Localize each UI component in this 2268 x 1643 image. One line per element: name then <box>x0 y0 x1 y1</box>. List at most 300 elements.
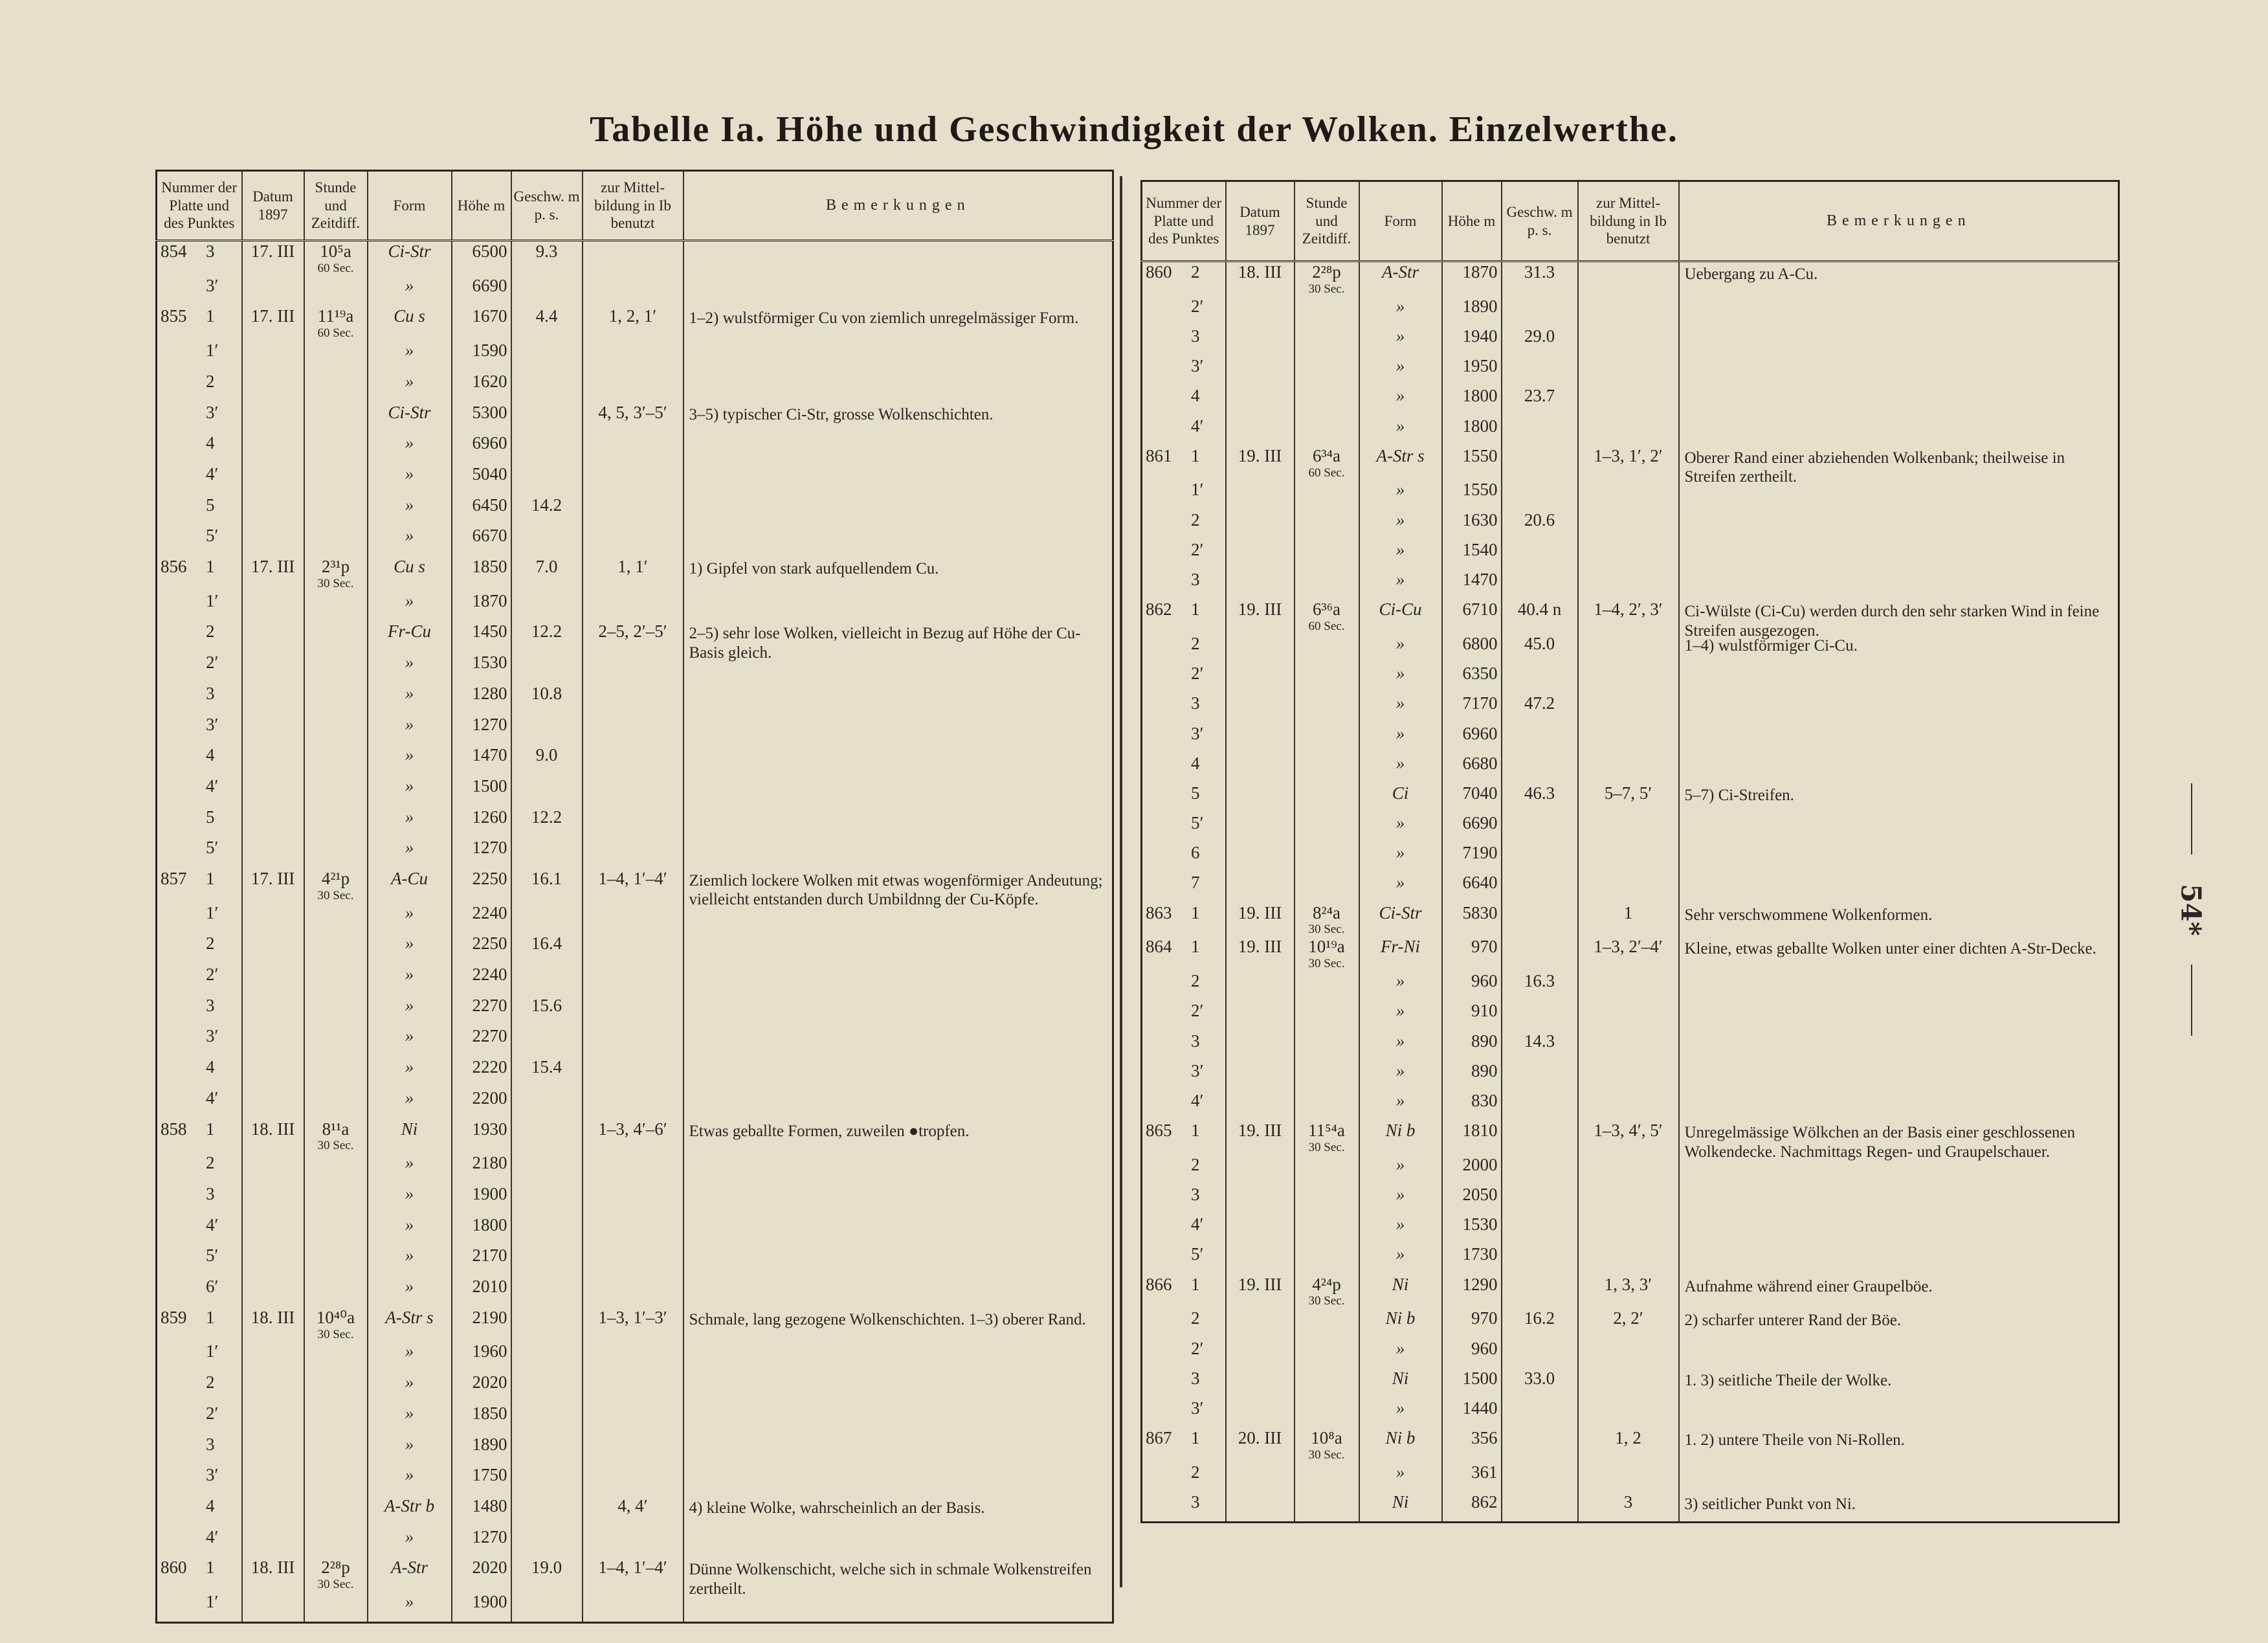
time-cell <box>1295 356 1359 386</box>
form-cell <box>1359 446 1442 480</box>
time-cell <box>304 1026 368 1057</box>
form-cell <box>368 933 452 965</box>
speed-cell <box>511 1341 583 1372</box>
point-number-cell <box>1142 1398 1226 1428</box>
speed-cell <box>511 1215 583 1246</box>
form-cell <box>1359 386 1442 416</box>
table-row <box>157 1215 1113 1246</box>
point-number-cell <box>1142 480 1226 509</box>
cloud-form: » <box>405 495 414 515</box>
mean-usage-cell <box>1578 813 1679 843</box>
height-value: 7190 <box>1462 843 1498 863</box>
height-value: 2250 <box>472 933 507 954</box>
header-form: Form <box>1359 181 1442 262</box>
point-number-cell <box>157 684 242 715</box>
time-cell <box>304 1246 368 1277</box>
time-cell <box>1295 296 1359 326</box>
height-value: 890 <box>1471 1031 1498 1051</box>
table-row <box>1142 971 2119 1001</box>
mean-usage-cell <box>583 1246 684 1277</box>
height-cell <box>452 557 511 591</box>
height-cell <box>452 306 511 341</box>
table-row <box>1142 1492 2119 1522</box>
remarks-cell <box>1679 1061 2119 1091</box>
point-number-cell <box>1142 1121 1226 1155</box>
remark-text: 1. 3) seitliche Theile der Wolke. <box>1684 1371 1892 1389</box>
date-cell <box>1226 446 1295 480</box>
point-label: 5′ <box>1191 813 1204 833</box>
height-cell <box>452 1153 511 1184</box>
time-cell <box>304 276 368 307</box>
height-value: 6960 <box>472 433 507 453</box>
date-cell <box>1226 937 1295 971</box>
speed-value: 47.2 <box>1524 693 1555 713</box>
speed-cell <box>1502 783 1578 813</box>
height-value: 1290 <box>1462 1274 1498 1294</box>
form-cell <box>368 1088 452 1119</box>
remark-text: Ci-Wülste (Ci-Cu) werden durch den sehr starken Wind in feine Streifen ausgezogen. <box>1684 603 2100 640</box>
point-label: 2 <box>206 621 215 642</box>
cloud-form: Ni <box>1392 1492 1409 1512</box>
height-cell <box>1442 1031 1502 1061</box>
table-row <box>1142 754 2119 783</box>
point-label: 3′ <box>206 275 219 295</box>
height-cell <box>452 807 511 838</box>
remarks-cell <box>1679 446 2119 486</box>
point-number-cell <box>1142 664 1226 693</box>
height-value: 2050 <box>1462 1185 1498 1204</box>
speed-cell <box>511 241 583 276</box>
date-cell <box>1226 570 1295 599</box>
point-label: 4′ <box>206 1088 219 1108</box>
height-cell <box>1442 1462 1502 1492</box>
point-label: 2 <box>206 1372 215 1392</box>
header-bemerkungen: Bemerkungen <box>1679 181 2119 262</box>
time-diff: 60 Sec. <box>1308 620 1345 634</box>
time-value: 2²⁸p <box>1312 262 1341 282</box>
remark-text: 1–4) wulstförmiger Ci-Cu. <box>1684 636 1858 654</box>
height-value: 5040 <box>472 464 507 484</box>
plate-number: 859 <box>161 1307 187 1327</box>
remark-text: Kleine, etwas geballte Wolken unter einer dichten A-Str-Decke. <box>1684 940 2096 958</box>
point-number-cell <box>157 1088 242 1119</box>
table-row <box>157 495 1113 526</box>
table-row <box>157 1026 1113 1057</box>
cloud-form: » <box>405 1026 414 1046</box>
point-number-cell <box>1142 386 1226 416</box>
height-value: 890 <box>1471 1060 1498 1080</box>
remarks-cell <box>1679 1339 2119 1369</box>
date-cell <box>242 276 304 307</box>
height-value: 2270 <box>472 1026 507 1046</box>
mean-usage-cell <box>1578 971 1679 1001</box>
form-cell <box>368 306 452 341</box>
plate-number: 867 <box>1146 1428 1172 1448</box>
point-number-cell <box>1142 1462 1226 1492</box>
height-cell <box>452 1527 511 1558</box>
time-cell <box>1295 783 1359 813</box>
mean-usage-cell <box>583 557 684 591</box>
cloud-form: » <box>1395 1090 1405 1110</box>
date-cell <box>1226 873 1295 902</box>
date-cell <box>1226 1339 1295 1369</box>
date-cell <box>242 403 304 434</box>
time-cell <box>1295 1308 1359 1338</box>
cloud-form: » <box>1395 296 1405 316</box>
height-value: 1900 <box>472 1183 507 1203</box>
form-cell <box>1359 1185 1442 1214</box>
remarks-cell <box>684 965 1113 996</box>
height-cell <box>452 403 511 434</box>
time-cell <box>1295 540 1359 570</box>
height-value: 1940 <box>1462 326 1498 346</box>
date-value: 18. III <box>1238 262 1282 282</box>
mean-usage-cell <box>1578 1492 1679 1522</box>
point-number-cell <box>157 1558 242 1592</box>
time-cell <box>304 464 368 495</box>
height-value: 2240 <box>472 902 507 922</box>
speed-cell <box>511 869 583 903</box>
remarks-cell <box>684 341 1113 372</box>
mean-usage-cell <box>583 807 684 838</box>
mean-usage-cell <box>583 1527 684 1558</box>
speed-cell <box>511 1403 583 1435</box>
date-cell <box>242 1277 304 1308</box>
header-hoehe: Höhe m <box>1442 181 1502 262</box>
height-value: 2000 <box>1462 1154 1498 1174</box>
plate-number: 865 <box>1146 1121 1172 1141</box>
mean-usage-cell <box>1578 873 1679 902</box>
remarks-cell <box>1679 1001 2119 1031</box>
point-number-cell <box>157 306 242 341</box>
date-cell <box>1226 1061 1295 1091</box>
point-label: 4 <box>1191 386 1200 406</box>
form-cell <box>1359 724 1442 754</box>
speed-cell <box>511 495 583 526</box>
time-value: 8¹¹a <box>322 1119 350 1139</box>
cloud-form: » <box>405 653 414 673</box>
time-diff: 30 Sec. <box>1308 1294 1345 1308</box>
table-row <box>157 1184 1113 1215</box>
cloud-form: A-Str <box>1382 262 1419 282</box>
date-value: 19. III <box>1238 599 1282 620</box>
time-cell <box>1295 1244 1359 1274</box>
height-value: 1530 <box>1462 1214 1498 1235</box>
speed-cell <box>1502 1214 1578 1244</box>
remarks-cell <box>1679 724 2119 754</box>
height-value: 6680 <box>1462 753 1498 773</box>
form-cell <box>368 1277 452 1308</box>
speed-cell <box>1502 326 1578 356</box>
height-value: 2170 <box>472 1246 507 1266</box>
height-cell <box>452 776 511 807</box>
point-label: 3′ <box>206 402 219 422</box>
speed-value: 12.2 <box>531 807 562 827</box>
table-row <box>1142 1369 2119 1398</box>
date-cell <box>242 1435 304 1466</box>
date-cell <box>1226 664 1295 693</box>
height-value: 2240 <box>472 965 507 985</box>
form-cell <box>1359 1091 1442 1121</box>
remarks-cell <box>1679 262 2119 296</box>
mean-usage-cell <box>1578 1001 1679 1031</box>
remarks-cell <box>684 1215 1113 1246</box>
point-label: 4′ <box>206 1214 219 1235</box>
height-cell <box>1442 480 1502 509</box>
remarks-cell <box>684 1465 1113 1496</box>
height-cell <box>452 1026 511 1057</box>
height-cell <box>1442 783 1502 813</box>
speed-value: 16.2 <box>1524 1308 1555 1328</box>
mean-usage-cell <box>1578 1031 1679 1061</box>
mean-usage-cell <box>1578 1462 1679 1492</box>
cloud-form: » <box>405 526 414 546</box>
height-value: 2180 <box>472 1153 507 1173</box>
date-cell <box>242 1558 304 1592</box>
point-label: 2 <box>1191 1154 1200 1174</box>
cloud-form: » <box>405 1403 414 1423</box>
point-label: 3′ <box>1191 1060 1204 1080</box>
remarks-cell <box>684 715 1113 746</box>
cloud-form: Ni b <box>1385 1308 1416 1328</box>
height-value: 1470 <box>1462 570 1498 589</box>
point-label: 5 <box>206 495 215 515</box>
date-cell <box>1226 1001 1295 1031</box>
time-diff: 30 Sec. <box>1308 957 1345 971</box>
height-cell <box>1442 1061 1502 1091</box>
form-cell <box>368 996 452 1027</box>
mean-usage-cell <box>583 464 684 495</box>
time-value: 10¹⁹a <box>1308 937 1345 957</box>
cloud-form: » <box>405 995 414 1015</box>
speed-cell <box>1502 510 1578 540</box>
table-row <box>157 276 1113 307</box>
mean-usage-cell <box>583 1153 684 1184</box>
date-value: 18. III <box>250 1119 295 1139</box>
cloud-form: » <box>1395 664 1405 684</box>
speed-cell <box>511 557 583 591</box>
mean-usage-cell <box>1578 446 1679 480</box>
header-datum: Datum 1897 <box>242 171 304 241</box>
date-cell <box>1226 1121 1295 1155</box>
date-cell <box>242 1592 304 1623</box>
remarks-cell <box>1679 386 2119 416</box>
time-value: 11⁵⁴a <box>1308 1121 1345 1141</box>
date-cell <box>1226 262 1295 296</box>
height-cell <box>1442 599 1502 634</box>
mean-usage-cell <box>583 276 684 307</box>
speed-cell <box>511 745 583 776</box>
cloud-form: » <box>1395 1244 1405 1264</box>
point-number-cell <box>1142 296 1226 326</box>
table-row <box>1142 1121 2119 1155</box>
date-cell <box>242 1057 304 1088</box>
date-value: 19. III <box>1238 1121 1282 1141</box>
mean-usage-cell <box>1578 540 1679 570</box>
time-cell <box>1295 262 1359 296</box>
table-row <box>1142 903 2119 937</box>
height-value: 2270 <box>472 995 507 1015</box>
speed-value: 4.4 <box>535 306 558 326</box>
time-value: 6³⁶a <box>1313 599 1340 620</box>
point-number-cell <box>1142 262 1226 296</box>
height-cell <box>452 372 511 403</box>
speed-cell <box>1502 296 1578 326</box>
cloud-form: Ci-Str <box>388 402 431 422</box>
mean-usage-cell <box>1578 1308 1679 1338</box>
speed-cell <box>511 433 583 464</box>
speed-cell <box>511 776 583 807</box>
remarks-cell <box>684 1496 1113 1527</box>
remarks-cell <box>684 1435 1113 1466</box>
speed-cell <box>511 965 583 996</box>
mean-usage-cell <box>583 965 684 996</box>
speed-cell <box>1502 1155 1578 1185</box>
cloud-form: » <box>1395 971 1405 991</box>
form-cell <box>1359 843 1442 873</box>
form-cell <box>368 1527 452 1558</box>
remarks-cell <box>1679 1214 2119 1244</box>
mean-usage: 2–5, 2′–5′ <box>598 621 667 642</box>
point-number-cell <box>1142 971 1226 1001</box>
date-cell <box>1226 1031 1295 1061</box>
plate-number: 863 <box>1146 902 1172 922</box>
mean-usage: 3 <box>1623 1492 1633 1512</box>
height-cell <box>452 1308 511 1342</box>
form-cell <box>1359 693 1442 723</box>
time-cell <box>304 1558 368 1592</box>
table-row <box>157 433 1113 464</box>
cloud-form: Ci-Str <box>388 241 431 261</box>
speed-value: 15.4 <box>531 1057 562 1077</box>
point-number-cell <box>157 1184 242 1215</box>
mean-usage-cell <box>583 341 684 372</box>
mean-usage-cell <box>1578 296 1679 326</box>
cloud-form: » <box>405 902 414 922</box>
table-row <box>1142 510 2119 540</box>
mean-usage-cell <box>1578 1369 1679 1398</box>
time-cell <box>304 1465 368 1496</box>
cloud-form: » <box>1395 1001 1405 1021</box>
point-number-cell <box>157 1592 242 1623</box>
time-cell <box>1295 1428 1359 1462</box>
time-cell <box>304 1153 368 1184</box>
point-number-cell <box>1142 1091 1226 1121</box>
form-cell <box>1359 540 1442 570</box>
table-row <box>157 1119 1113 1154</box>
height-value: 1540 <box>1462 539 1498 559</box>
point-label: 3′ <box>206 714 219 734</box>
height-cell <box>1442 1275 1502 1309</box>
height-value: 1850 <box>472 1403 507 1423</box>
header-stunde: Stunde und Zeitdiff. <box>1295 181 1359 262</box>
point-number-cell <box>157 1308 242 1342</box>
cloud-form: » <box>405 371 414 391</box>
point-number-cell <box>157 1119 242 1154</box>
speed-cell <box>1502 1428 1578 1462</box>
point-number-cell <box>1142 873 1226 902</box>
speed-cell <box>511 1558 583 1592</box>
table-row <box>1142 570 2119 599</box>
speed-cell <box>511 1119 583 1154</box>
time-value: 6³⁴a <box>1313 445 1340 465</box>
time-cell <box>1295 1339 1359 1369</box>
remarks-cell <box>684 621 1113 662</box>
remark-text: Sehr verschwommene Wolkenformen. <box>1684 906 1933 924</box>
speed-cell <box>1502 540 1578 570</box>
form-cell <box>1359 1339 1442 1369</box>
point-label: 2′ <box>1191 1001 1204 1021</box>
mean-usage-cell <box>583 1026 684 1057</box>
height-value: 1870 <box>1462 262 1498 282</box>
date-cell <box>1226 296 1295 326</box>
height-value: 1900 <box>472 1592 507 1611</box>
date-cell <box>1226 326 1295 356</box>
point-number-cell <box>1142 754 1226 783</box>
cloud-form: » <box>405 1277 414 1296</box>
cloud-form: » <box>1395 1398 1405 1418</box>
time-cell <box>1295 903 1359 937</box>
header-mittel: zur Mittel-bildung in Ib benutzt <box>583 171 684 241</box>
cloud-form: » <box>405 1088 414 1108</box>
height-value: 862 <box>1471 1492 1498 1512</box>
time-cell <box>1295 1462 1359 1492</box>
date-cell <box>1226 754 1295 783</box>
table-row <box>157 965 1113 996</box>
form-cell <box>368 745 452 776</box>
height-value: 6800 <box>1462 633 1498 653</box>
speed-cell <box>1502 1339 1578 1369</box>
speed-value: 20.6 <box>1524 509 1555 530</box>
point-number-cell <box>157 403 242 434</box>
point-label: 3′ <box>1191 723 1204 743</box>
form-cell <box>1359 664 1442 693</box>
point-number-cell <box>157 464 242 495</box>
remark-text: Oberer Rand einer abziehenden Wolkenbank; theilweise in Streifen zertheilt. <box>1684 449 2065 486</box>
height-cell <box>452 621 511 653</box>
point-number-cell <box>1142 599 1226 634</box>
table-row <box>1142 416 2119 446</box>
height-cell <box>452 1119 511 1154</box>
point-number-cell <box>157 621 242 653</box>
cloud-form: » <box>405 1183 414 1203</box>
table-row <box>1142 1428 2119 1462</box>
height-cell <box>1442 903 1502 937</box>
form-cell <box>1359 1031 1442 1061</box>
height-value: 1590 <box>472 341 507 361</box>
cloud-form: » <box>405 683 414 703</box>
speed-cell <box>511 1277 583 1308</box>
speed-cell <box>511 1592 583 1623</box>
height-value: 356 <box>1471 1428 1498 1448</box>
point-label: 3 <box>1191 693 1200 713</box>
table-row <box>1142 693 2119 723</box>
point-number-cell <box>157 965 242 996</box>
height-value: 960 <box>1471 971 1498 991</box>
speed-value: 46.3 <box>1524 783 1555 803</box>
date-cell <box>1226 1244 1295 1274</box>
mean-usage-cell <box>583 1496 684 1527</box>
height-cell <box>1442 754 1502 783</box>
form-cell <box>368 1435 452 1466</box>
header-geschw: Geschw. m p. s. <box>511 171 583 241</box>
point-number-cell <box>1142 570 1226 599</box>
mean-usage-cell <box>583 933 684 965</box>
height-cell <box>452 715 511 746</box>
cloud-form: » <box>1395 723 1405 743</box>
speed-value: 19.0 <box>531 1558 562 1578</box>
time-value: 2³¹p <box>321 557 350 576</box>
